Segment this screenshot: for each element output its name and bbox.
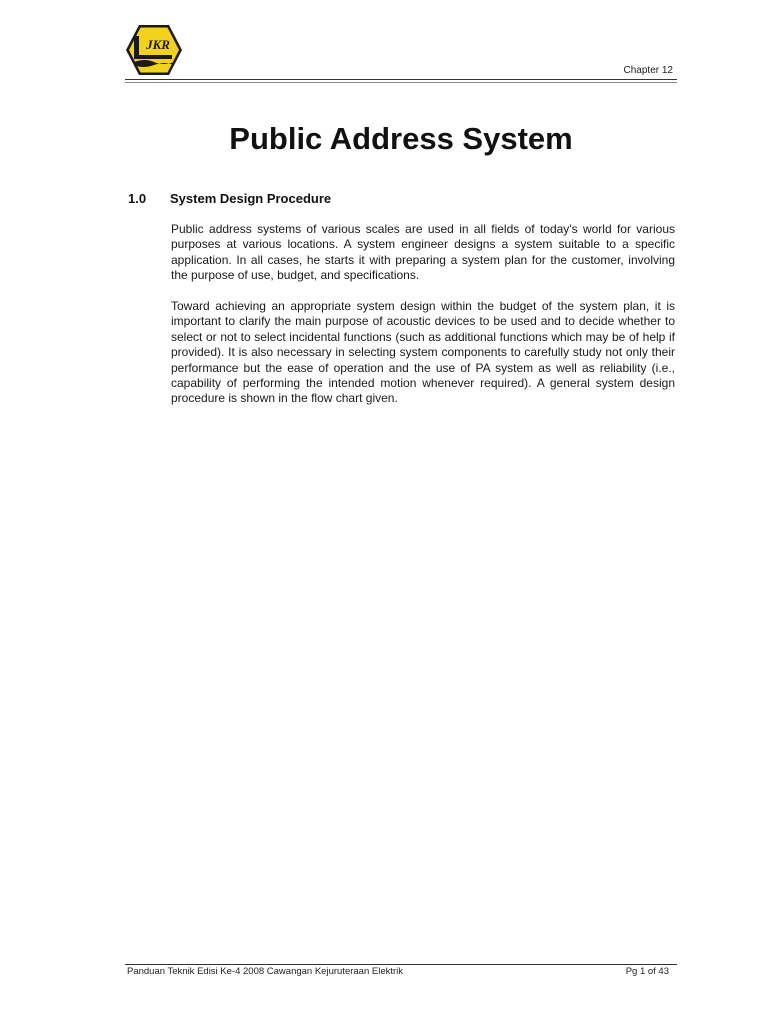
header-divider: [125, 79, 677, 80]
footer-divider: [125, 964, 677, 965]
page-number: Pg 1 of 43: [625, 966, 669, 977]
chapter-label: Chapter 12: [623, 65, 673, 76]
header-divider-thin: [125, 82, 677, 83]
paragraph-1: Public address systems of various scales are used in all fields of today's world for various purposes at various locations. A system engineer designs a system suitable to a specific application. In all cases, he starts it with preparing a system plan for the customer, involving the purpose of use, budget, and specifications.: [171, 222, 675, 283]
section-title: System Design Procedure: [170, 191, 332, 206]
logo-text: JKR: [146, 37, 170, 52]
jkr-logo: [125, 24, 183, 76]
section-heading: [128, 191, 331, 206]
section-number: 1.0: [128, 191, 147, 206]
paragraph-2: Toward achieving an appropriate system design within the budget of the system plan, it is important to clarify the main purpose of acoustic devices to be used and to decide whether to select or not to select incidental functions (such as additional functions which may be of help if provided). It is also necessary in selecting system components to carefully study not only their performance but the ease of operation and the use of PA system as well as reliability (i.e., capability of performing the intended motion whenever required). A general system design procedure is shown in the flow chart given.: [171, 299, 675, 406]
page-title: Public Address System: [229, 121, 573, 156]
footer-document-title: Panduan Teknik Edisi Ke-4 2008 Cawangan Kejuruteraan Elektrik: [127, 966, 404, 977]
